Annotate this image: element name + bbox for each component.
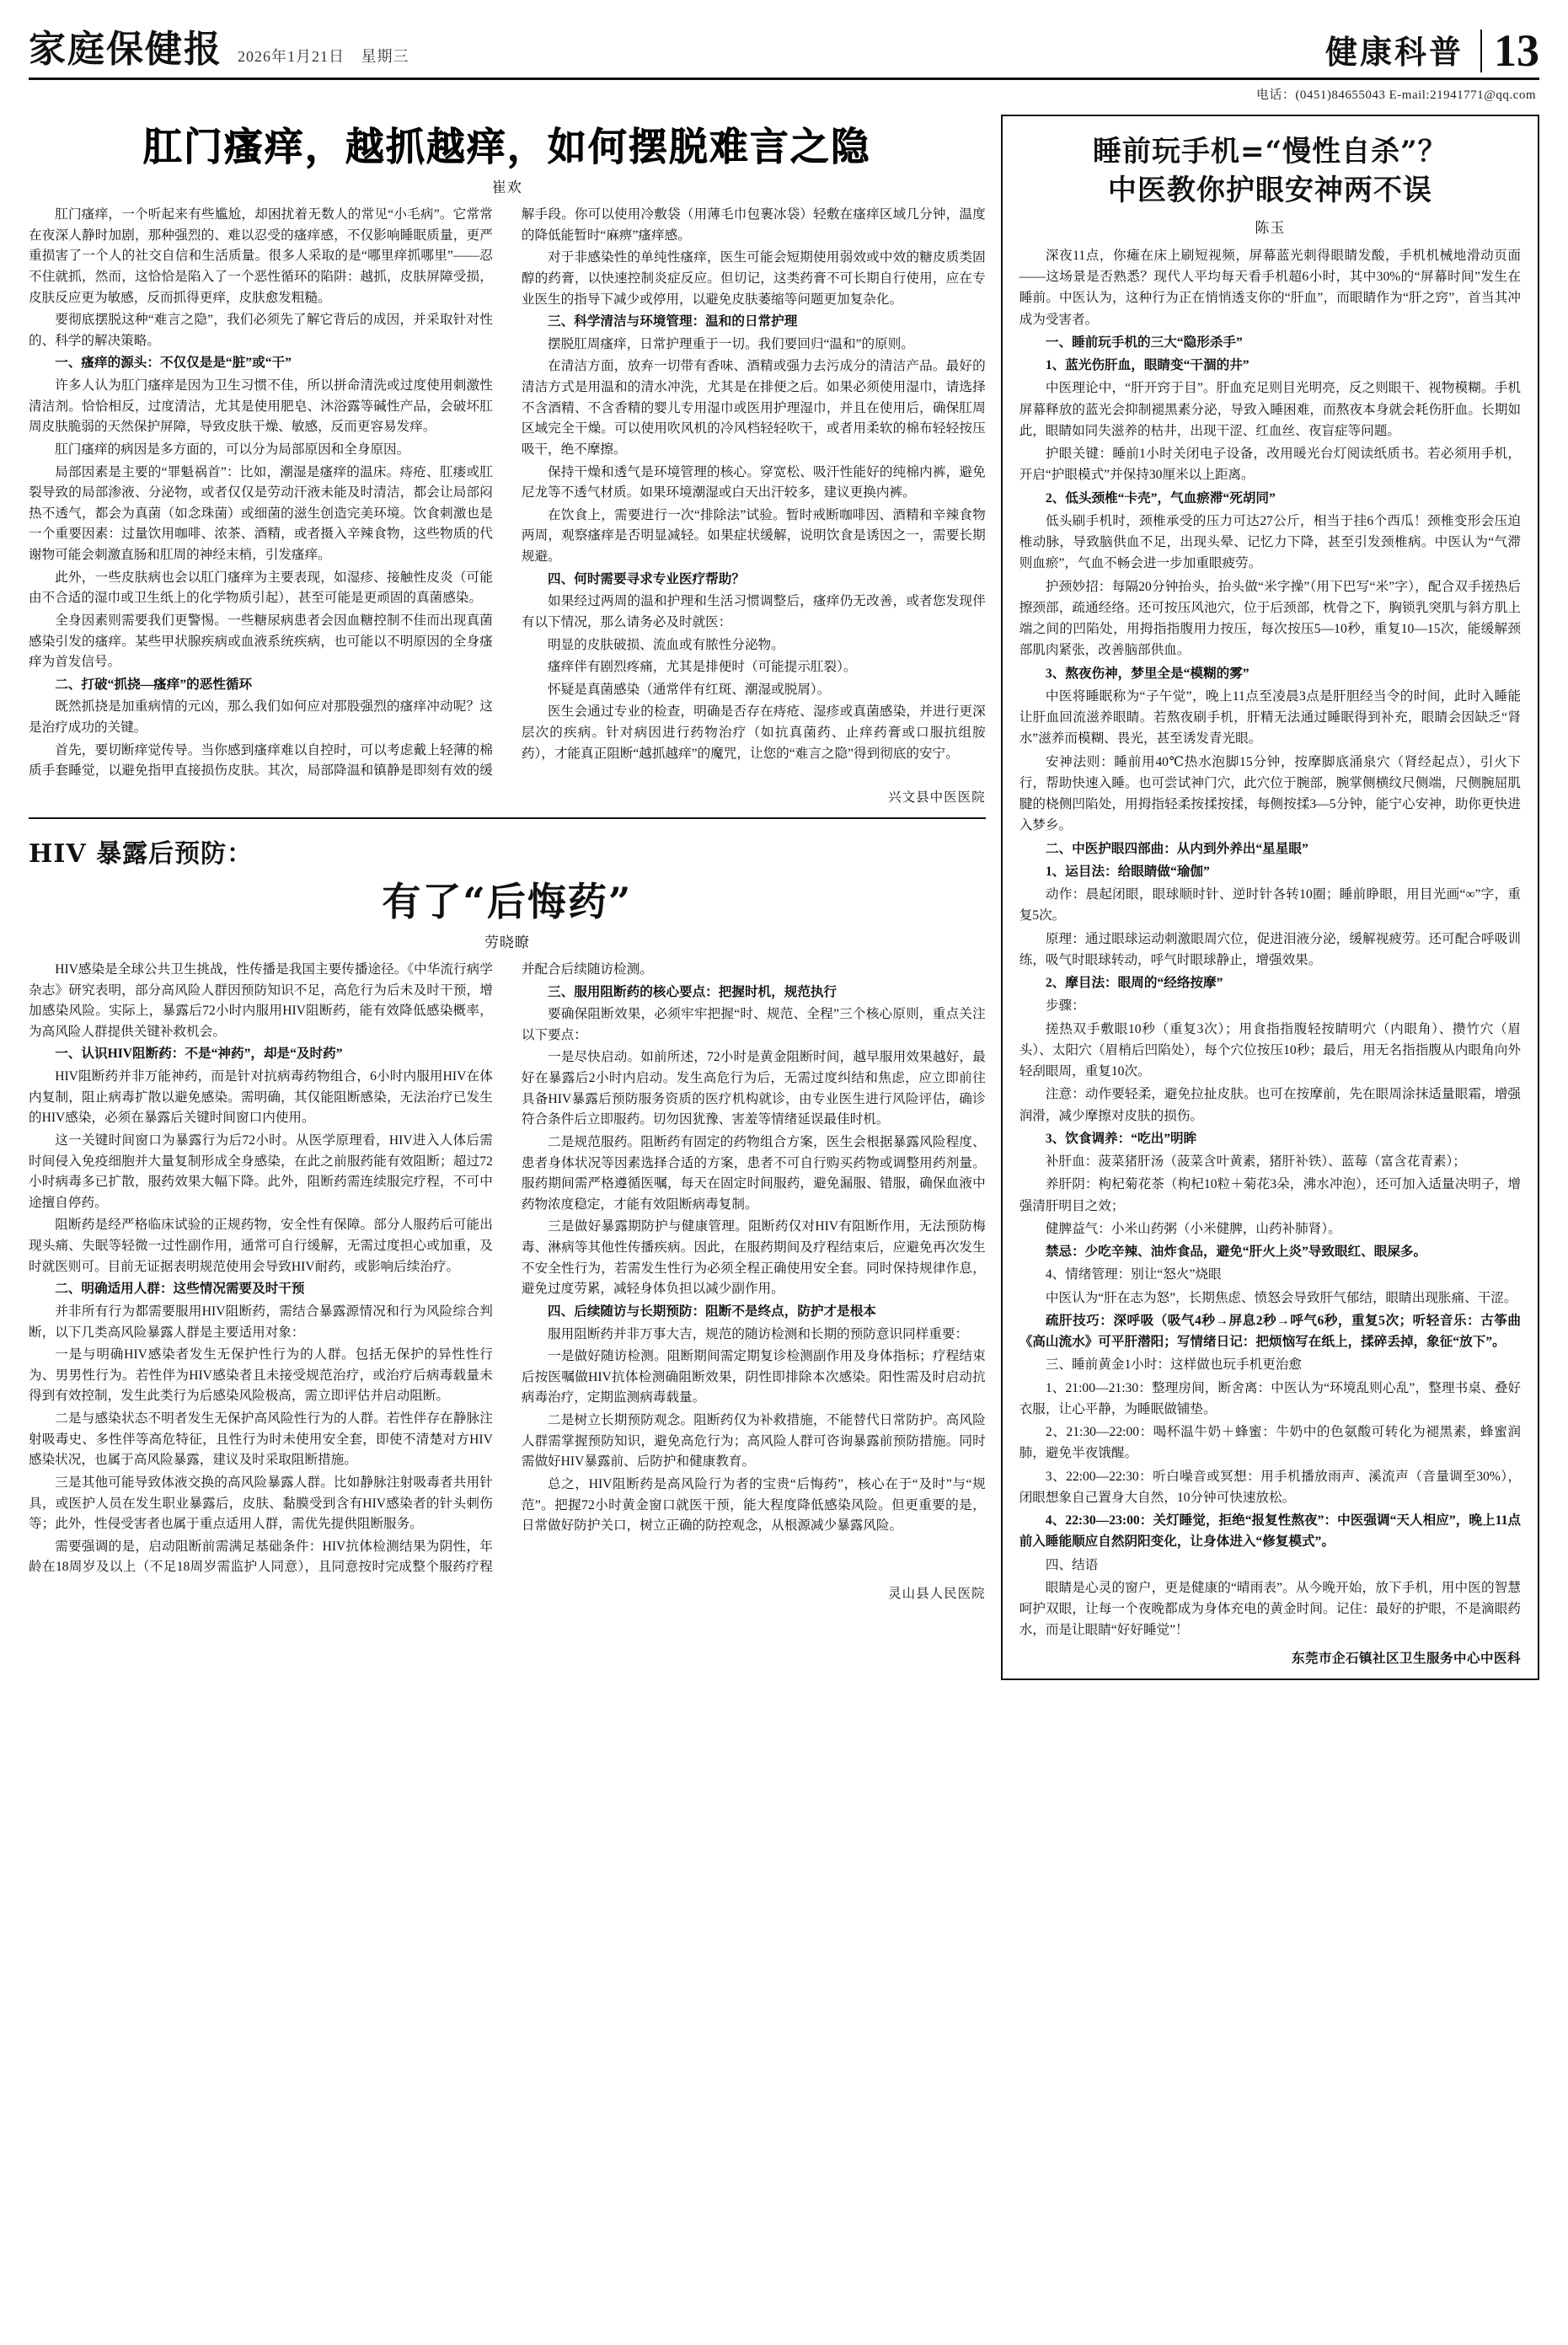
paragraph: 阻断药是经严格临床试验的正规药物，安全性有保障。部分人服药后可能出现头痛、失眠等轻微一过性副作用，通常可自行缓解，无需过度担心或加重，及时就医则可。目前无证据表明规范使用会导致HIV耐药，或影响后续治疗。 [29,1218,493,1274]
paragraph: 安神法则：睡前用40℃热水泡脚15分钟，按摩脚底涌泉穴（肾经起点），引火下行，帮助快速入睡。也可尝试神门穴，此穴位于腕部，腕掌侧横纹尺侧端，尺侧腕屈肌腱的桡侧凹陷处，用拇指轻柔按揉按揉，每侧按揉3—5分钟，能宁心安神，助你更快进入梦乡。 [1019,754,1521,833]
paragraph: 三是做好暴露期防护与健康管理。阻断药仅对HIV有阻断作用，无法预防梅毒、淋病等其他性传播疾病。因此，在服药期间及疗程结束后，应避免再次发生不安全性行为，若需发生性行为必须全程正确使用安全套。同时保持规律作息，避免过度劳累，减轻身体负担以减少副作用。 [521,1219,986,1297]
paragraph: 动作：晨起闭眼，眼球顺时针、逆时针各转10圈；睡前睁眼，用目光画“∞”字，重复5次。 [1019,887,1521,924]
article3-headline [1019,133,1521,211]
paragraph: 中医将睡眠称为“子午觉”，晚上11点至凌晨3点是肝胆经当令的时间，此时入睡能让肝血回流滋养眼睛。若熬夜刷手机，肝精无法通过睡眠得到补充，眼睛会因缺乏“肾水”滋养而模糊、畏光，甚至诱发青光眼。 [1019,688,1521,747]
paragraph: 对于非感染性的单纯性瘙痒，医生可能会短期使用弱效或中效的糖皮质类固醇的药膏，以快速控制炎症反应。但切记，这类药膏不可长期自行使用，应在专业医生的指导下减少或停用，以避免皮肤萎缩等问题更加复杂化。 [521,250,986,307]
paragraph: 养肝阴：枸杞菊花茶（枸杞10粒＋菊花3朵，沸水冲泡），还可加入适量决明子，增强清肝明目之效； [1019,1177,1521,1213]
paragraph: 瘙痒伴有剧烈疼痛，尤其是排便时（可能提示肛裂）。 [548,660,857,675]
paragraph: 许多人认为肛门瘙痒是因为卫生习惯不佳，所以拼命清洗或过度使用刺激性清洁剂。恰恰相反，过度清洁，尤其是使用肥皂、沐浴露等碱性产品，会破坏肛周皮肤脆弱的天然保护屏障，导致皮肤干燥、敏感，反而更容易发痒。 [29,378,493,435]
paragraph: 注意：动作要轻柔，避免拉扯皮肤。也可在按摩前，先在眼周涂抹适量眼霜，增强润滑，减少摩擦对皮肤的损伤。 [1019,1087,1521,1123]
paragraph: 服用阻断药并非万事大吉，规范的随访检测和长期的预防意识同样重要： [548,1326,969,1341]
subheading: 一、瘙痒的源头：不仅仅是是“脏”或“干” [55,356,292,371]
article1-headline: 肛门瘙痒，越抓越痒，如何摆脱难言之隐 [142,124,871,169]
subheading: 三、服用阻断药的核心要点：把握时机，规范执行 [548,984,838,999]
paragraph: 要确保阻断效果，必须牢牢把握“时、规范、全程”三个核心原则，重点关注以下要点： [521,1007,986,1042]
paragraph: 搓热双手敷眼10秒（重复3次）；用食指指腹轻按睛明穴（内眼角）、攒竹穴（眉头）、太阳穴（眉梢后凹陷处），每个穴位按压10秒；最后，用无名指指腹从内眼角向外轻刮眼周，重复10次。 [1019,1021,1521,1079]
paragraph: 2、21:30—22:00：喝杯温牛奶＋蜂蜜：牛奶中的色氨酸可转化为褪黑素，蜂蜜润肺，避免半夜饿醒。 [1019,1425,1521,1461]
paragraph: 1、21:00—21:30：整理房间，断舍离：中医认为“环境乱则心乱”，整理书桌、叠好衣服，让心平静，为睡眠做铺垫。 [1019,1380,1521,1416]
paragraph: 一是与明确HIV感染者发生无保护性行为的人群。包括无保护的异性性行为、男男性行为。若性伴为HIV感染者且未接受规范治疗，或治疗后病毒载量未得到有效控制，发生此类行为后感染风险极高，需立即评估并启动阻断。 [29,1347,493,1404]
article1-body [29,205,986,782]
paragraph: 护颈妙招：每隔20分钟抬头，抬头做“米字操”（用下巴写“米”字），配合双手搓热后擦颈部，疏通经络。还可按压风池穴，位于后颈部，枕骨之下，胸锁乳突肌与斜方肌上端之间的凹陷处，用拇指指腹用力按压，每次按压5—10秒，重复10—15次，能缓解颈部肌肉紧张，改善脑部供血。 [1019,579,1521,658]
paragraph: 三是其他可能导致体液交换的高风险暴露人群。比如静脉注射吸毒者共用针具，或医护人员在发生职业暴露后，皮肤、黏膜受到含有HIV感染者的针头刺伤等；此外，性侵受害者也属于重点适用人群，需优先提供阻断服务。 [29,1475,493,1532]
paragraph: HIV阻断药并非万能神药，而是针对抗病毒药物组合，6小时内服用HIV在体内复制，阻止病毒扩散以避免感染。需明确，其仅能阻断感染，无法治疗已发生的HIV感染，必须在暴露后关键时间窗口内使用。 [29,1069,493,1126]
paragraph: 一是做好随访检测。阻断期间需定期复诊检测副作用及身体指标；疗程结束后按医嘱做HIV抗体检测确阻断效果，阴性即排除本次感染。阳性需及时启动抗病毒治疗，定期监测病毒载量。 [521,1349,986,1405]
paragraph: 一是尽快启动。如前所述，72小时是黄金阻断时间，越早服用效果越好，最好在暴露后2小时内启动。发生高危行为后，无需过度纠结和焦虑，应立即前往具备HIV暴露后预防服务资质的医疗机构就诊，由专业医生进行风险评估，确诊符合条件后立即服药。切勿因犹豫、害羞等情绪延误最佳时机。 [521,1050,986,1127]
paragraph: 既然抓挠是加重病情的元凶，那么我们如何应对那股强烈的瘙痒冲动呢？这是治疗成功的关键。 [29,699,493,735]
paragraph: 保持干燥和透气是环境管理的核心。穿宽松、吸汗性能好的纯棉内裤，避免尼龙等不透气材质。如果环境潮湿或白天出汗较多，建议更换内裤。 [521,464,986,501]
article2-kicker: HIV 暴露后预防： [29,838,254,869]
article3-headline-line2: 中医教你护眼安神两不误 [1107,173,1432,207]
subheading: 4、22:30—23:00：关灯睡觉，拒绝“报复性熬夜”：中医强调“天人相应”，晚上11点前入睡能顺应自然阴阳变化，让身体进入“修复模式”。 [1019,1513,1521,1550]
subheading: 一、认识HIV阻断药：不是“神药”，却是“及时药” [55,1047,343,1062]
paragraph: HIV感染是全球公共卫生挑战，性传播是我国主要传播途径。《中华流行病学杂志》研究表明，部分高风险人群因预防知识不足，高危行为后未及时干预，增加感染风险。实际上，暴露后72小时内服用HIV阻断药，能有效降低感染概率，为高风险人群提供关键补救机会。 [29,961,493,1039]
article1-source: 兴文县中医医院 [888,790,986,805]
subheading: 1、运目法：给眼睛做“瑜伽” [1045,864,1210,879]
subheading: 四、后续随访与长期预防：阻断不是终点，防护才是根本 [548,1304,876,1319]
paragraph: 眼睛是心灵的窗户，更是健康的“晴雨表”。从今晚开始，放下手机，用中医的智慧呵护双眼，让每一个夜晚都成为身体充电的黄金时间。记住：最好的护眼，不是滴眼药水，而是让眼睛“好好睡觉”！ [1019,1580,1521,1638]
article2-headline: 有了“后悔药” [382,878,633,924]
article3-source: 东莞市企石镇社区卫生服务中心中医科 [1291,1651,1521,1666]
article-hiv-prophylaxis [29,833,986,1602]
paragraph: 如果经过两周的温和护理和生活习惯调整后，瘙痒仍无改善，或者您发现伴有以下情况，那么请务必及时就医： [521,594,986,629]
paragraph: 明显的皮肤破损、流血或有脓性分泌物。 [548,637,784,652]
paragraph: 健脾益气：小米山药粥（小米健脾，山药补肺肾）。 [1045,1221,1341,1236]
masthead-left [29,19,1325,72]
article2-byline: 劳晓瞭 [484,934,530,950]
subheading: 3、饮食调养：“吃出”明眸 [1045,1131,1197,1146]
paragraph: 医生会通过专业的检查，明确是否存在痔疮、湿疹或真菌感染，并进行更深层次的疾病。针对病因进行药物治疗（如抗真菌药、止痒药膏或口服抗组胺药），才能真正阻断“越抓越痒”的魔咒，让您的“难言之隐”得到彻底的安宁。 [521,704,986,761]
subheading: 禁忌：少吃辛辣、油炸食品，避免“肝火上炎”导致眼红、眼屎多。 [1045,1245,1427,1260]
article3-body [1019,245,1521,1641]
paragraph: 全身因素则需要我们更警惕。一些糖尿病患者会因血糖控制不佳而出现真菌感染引发的瘙痒。某些甲状腺疾病或血液系统疾病，也可能以不明原因的全身瘙痒为首发信号。 [29,613,493,670]
page-number: 13 [1480,29,1539,72]
subheading: 2、摩目法：眼周的“经络按摩” [1045,976,1223,991]
subheading: 二、中医护眼四部曲：从内到外养出“星星眼” [1045,841,1308,856]
paragraph: 4、情绪管理：别让“怒火”烧眼 [1045,1267,1222,1282]
page-content [29,111,1539,1680]
paragraph: 中医认为“肝在志为怒”，长期焦虑、愤怒会导致肝气郁结，眼睛出现胀痛、干涩。 [1045,1290,1517,1305]
article3-headline-line1: 睡前玩手机=“慢性自杀”？ [1093,135,1448,169]
left-column [29,111,1001,1680]
paragraph: 二是树立长期预防观念。阻断药仅为补救措施，不能替代日常防护。高风险人群需掌握预防知识，避免高危行为；高风险人群可咨询暴露前预防措施。同时需做好HIV暴露前、后防护和健康教育。 [521,1413,986,1470]
paragraph: 四、结语 [1045,1557,1099,1572]
paragraph: 3、22:00—22:30：听白噪音或冥想：用手机播放雨声、溪流声（音量调至30%），闭眼想象自己置身大自然，10分钟可快速放松。 [1019,1469,1521,1505]
paragraph: 补肝血：菠菜猪肝汤（菠菜含叶黄素，猪肝补铁）、蓝莓（富含花青素）； [1045,1154,1466,1170]
paragraph: 步骤： [1045,998,1085,1014]
paragraph: 要彻底摆脱这种“难言之隐”，我们必须先了解它背后的成因，并采取针对性的、科学的解决策略。 [29,313,493,348]
paragraph: 深夜11点，你瘫在床上刷短视频，屏幕蓝光刺得眼睛发酸，手机机械地滑动页面——这场景是否熟悉？现代人平均每天看手机超6小时，其中30%的“屏幕时间”发生在睡前。中医认为，这种行为正在悄悄透支你的“肝血”，而眼睛作为“肝之窍”，首当其冲成为受害者。 [1019,248,1521,327]
subheading: 二、打破“抓挠—瘙痒”的恶性循环 [55,677,253,692]
subheading: 一、睡前玩手机的三大“隐形杀手” [1045,335,1243,350]
paragraph: 肛门瘙痒，一个听起来有些尴尬，却困扰着无数人的常见“小毛病”。它常常在夜深人静时加剧，那种强烈的、难以忍受的瘙痒感，不仅影响睡眠质量，更严重损害了一个人的社交自信和生活质量。很多人采取的是“哪里痒抓哪里”——忍不住就抓，然而，这恰恰是陷入了一个恶性循环的陷阱：越抓，皮肤屏障受损，皮肤反应更为敏感，反而抓得更痒，皮肤愈发粗糙。 [29,207,493,305]
paragraph: 怀疑是真菌感染（通常伴有红斑、潮湿或脱屑）。 [548,682,831,697]
paragraph: 局部因素是主要的“罪魁祸首”：比如，潮湿是瘙痒的温床。痔疮、肛瘘或肛裂导致的局部渗液、分泌物，或者仅仅是劳动汗液未能及时清洁，都会让局部闷热不透气，都会为真菌（如念珠菌）或细菌的滋生创造完美环境。饮食刺激也是一个重要因素：过量饮用咖啡、浓茶、酒精，或者摄入辛辣食物，这些物质的代谢物可能会刺激直肠和肛周的神经末梢，引发瘙痒。 [29,464,493,562]
masthead-right [1325,24,1539,76]
paragraph: 这一关键时间窗口为暴露行为后72小时。从医学原理看，HIV进入人体后需时间侵入免疫细胞并大量复制形成全身感染，在此之前服药能有效阻断；超过72小时病毒多已扩散，服药效果大幅下降。此外，阻断药需连续服完疗程，不可中途擅自停药。 [29,1132,493,1210]
publication-weekday: 星期三 [361,48,409,65]
paragraph: 中医理论中，“肝开窍于目”。肝血充足则目光明亮，反之则眼干、视物模糊。手机屏幕释放的蓝光会抑制褪黑素分泌，导致入睡困难，而熬夜本身就会耗伤肝血。长期如此，眼睛如同失滋养的枯井，出现干涩、红血丝、夜盲症等问题。 [1019,381,1521,438]
paragraph: 摆脱肛周瘙痒，日常护理重于一切。我们要回归“温和”的原则。 [548,336,914,351]
paragraph: 此外，一些皮肤病也会以肛门瘙痒为主要表现，如湿疹、接触性皮炎（可能由不合适的湿巾或卫生纸上的化学物质引起），甚至可能是更顽固的真菌感染。 [29,570,493,606]
subheading: 2、低头颈椎“卡壳”，气血瘀滞“死胡同” [1045,490,1276,506]
subheading: 3、熬夜伤神，梦里全是“模糊的雾” [1045,666,1250,681]
paragraph: 在清洁方面，放弃一切带有香味、酒精或强力去污成分的清洁产品。最好的清洁方式是用温和的清水冲洗，尤其是在排便之后。如果必须使用湿巾，请选择不含酒精、不含香精的婴儿专用湿巾或医用护理湿巾，并且在使用后，确保肛周区域完全干燥。可以使用吹风机的冷风档轻轻吹干，或者用柔软的棉布轻轻按压吸干，绝不摩擦。 [521,359,986,457]
paragraph: 二是规范服药。阻断药有固定的药物组合方案，医生会根据暴露风险程度、患者身体状况等因素选择合适的方案，患者不可自行购买药物或调整用药剂量。服药期间需严格遵循医嘱，每天在固定时间服药，避免漏服、错服，确保血液中药物浓度稳定，才能有效阻断病毒复制。 [521,1134,986,1212]
paragraph: 并非所有行为都需要服用HIV阻断药，需结合暴露源情况和行为风险综合判断，以下几类高风险暴露人群是主要适用对象： [29,1304,493,1340]
article-divider [29,817,986,819]
paragraph: 总之，HIV阻断药是高风险行为者的宝贵“后悔药”，核心在于“及时”与“规范”。把握72小时黄金窗口就医干预，能大程度降低感染风险。但更重要的是，日常做好防护关口，树立正确的防控观念，从根源减少暴露风险。 [521,1476,986,1534]
section-title: 健康科普 [1325,33,1464,71]
contact-info: 电话：(0451)84655043 E-mail:21941771@qq.com [1255,88,1536,102]
subheading: 四、何时需要寻求专业医疗帮助？ [548,571,745,586]
masthead [29,19,1539,80]
paragraph: 三、睡前黄金1小时：这样做也玩手机更治愈 [1045,1357,1302,1373]
article2-source: 灵山县人民医院 [888,1587,986,1601]
paragraph: 低头刷手机时，颈椎承受的压力可达27公斤，相当于挂6个西瓜！颈椎变形会压迫椎动脉，导致脑供血不足，出现头晕、记忆力下降，甚至引发颈椎病。中医认为“气滞则血瘀”，气血不畅会进一步加重眼疲劳。 [1019,513,1521,571]
paragraph: 在饮食上，需要进行一次“排除法”试验。暂时戒断咖啡因、酒精和辛辣食物两周，观察瘙痒是否明显减轻。如果症状缓解，说明饮食是诱因之一，需要长期规避。 [521,507,986,564]
paragraph: 二是与感染状态不明者发生无保护高风险性行为的人群。若性伴存在静脉注射吸毒史、多性伴等高危特征，且性行为时未使用安全套，即使不清楚对方HIV感染状况，也属于高风险暴露，建议及时采取阻断措施。 [29,1411,493,1468]
paragraph: 肛门瘙痒的病因是多方面的，可以分为局部原因和全身原因。 [55,442,410,457]
paragraph: 原理：通过眼球运动刺激眼周穴位，促进泪液分泌，缓解视疲劳。还可配合呼吸训练，吸气时眼球转动，呼气时眼球静止，增强效果。 [1019,931,1521,967]
paragraph: 需要强调的是，启动阻断前需满足基础条件：HIV抗体检测结果为阴性，年龄在18周岁及以上（不足18周岁需监护人同意），且同意按时完成整个服药疗程并配合后续随访检测。 [29,961,653,1575]
article3-byline: 陈玉 [1255,219,1286,236]
publication-date-group [238,45,409,72]
paragraph: 护眼关键：睡前1小时关闭电子设备，改用暖光台灯阅读纸质书。若必须用手机，开启“护眼模式”并保持30厘米以上距离。 [1019,447,1521,483]
article-anal-itching [29,116,986,806]
subheading: 1、蓝光伤肝血，眼睛变“干涸的井” [1045,358,1250,373]
paragraph: 首先，要切断痒觉传导。当你感到瘙痒难以自控时，可以考虑戴上轻薄的棉质手套睡觉，以避免指甲直接损伤皮肤。其次，局部降温和镇静是即刻有效的缓解手段。你可以使用冷敷袋（用薄毛巾包裹冰袋）轻敷在瘙痒区域几分钟，温度的降低能暂时“麻痹”瘙痒感。 [29,207,986,779]
article1-byline: 崔欢 [491,179,522,195]
article2-body [29,960,986,1578]
subheading: 二、明确适用人群：这些情况需要及时干预 [55,1282,305,1297]
paper-name: 家庭保健报 [29,28,222,71]
article-screen-time-tcm [1001,115,1539,1680]
subheading: 三、科学清洁与环境管理：温和的日常护理 [548,314,798,329]
subheading: 疏肝技巧：深呼吸（吸气4秒→屏息2秒→呼气6秒，重复5次；听轻音乐：古筝曲《高山流水》可平肝潜阳；写情绪日记：把烦恼写在纸上，揉碎丢掉，象征“放下”。 [1019,1313,1521,1350]
publication-date: 2026年1月21日 [238,48,345,65]
